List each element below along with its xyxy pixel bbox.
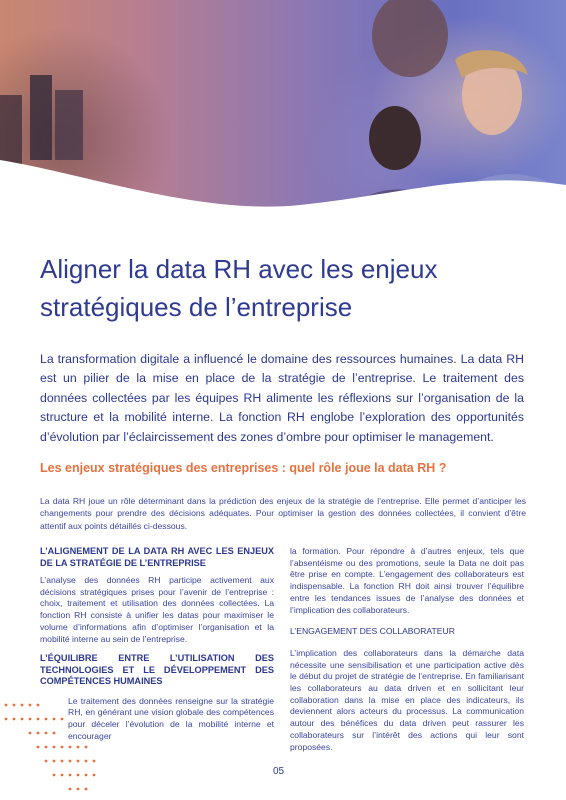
hero-illustration <box>0 0 566 225</box>
body-paragraph: L’analyse des données RH participe activement aux décisions stratégiques prises pour l’avenir de l’entreprise : choix, traitement et utilisation des données collectées. La fonction RH consiste à unifier les datas pour maximiser le volume d’informations afin d’optimiser l’organisation et la mobilité interne au sein de l’entreprise. <box>40 575 274 644</box>
right-column <box>290 546 524 753</box>
wave-shape <box>0 160 566 225</box>
column-heading: L’ÉQUILIBRE ENTRE L’UTILISATION DES TECHNOLOGIES ET LE DÉVELOPPEMENT DES COMPÉTENCES HUMAINES <box>40 653 274 687</box>
page-title: Aligner la data RH avec les enjeux stratégiques de l’entreprise <box>40 254 438 322</box>
person-head <box>369 106 421 170</box>
section-subheading: Les enjeux stratégiques des entreprises : quel rôle joue la data RH ? <box>40 461 447 475</box>
body-paragraph: Le traitement des données renseigne sur la stratégie RH, en générant une vision globale des compétences pour déceler l’évolution de la mobilité interne et encourager <box>68 695 274 741</box>
hero-photo <box>0 0 566 225</box>
lead-paragraph: La data RH joue un rôle déterminant dans la prédiction des enjeux de la stratégie de l’entreprise. Elle permet d’anticiper les changements pour prendre des décisions adéquates. Pour optimiser la gestion des données collectées, il convient d’être attentif aux points détaillés ci-dessous. <box>40 496 526 531</box>
intro-paragraph: La transformation digitale a influencé le domaine des ressources humaines. La data RH est un pilier de la mise en place de la stratégie de l’entreprise. Le traitement des données collectées par les équipes RH alimente les réflexions sur l’organisation de la structure et la mobilité interne. La fonction RH englobe l’exploration des opportunités d’évolution par l’éclaircissement des zones d’ombre pour optimiser le management. <box>40 352 524 444</box>
page-number: 05 <box>273 766 285 777</box>
person-head <box>372 0 448 77</box>
dot-grid <box>5 704 96 791</box>
dot-pattern-decoration <box>0 700 110 800</box>
column-heading: L’ENGAGEMENT DES COLLABORATEUR <box>290 626 455 637</box>
body-paragraph: la formation. Pour répondre à d’autres enjeux, tels que l’absentéisme ou des promotions, seule la Data ne doit pas être prise en compte. L’engagement des collaborateurs est indispensable. La fonction RH doit ainsi trouver l’équilibre entre les tendances issues de l’analyse des données et l’implication des collaborateurs. <box>290 546 524 615</box>
monitor-shape <box>55 90 83 160</box>
body-paragraph: L’implication des collaborateurs dans la démarche data nécessite une sensibilisation et une participation active dès le début du projet de stratégie de l’entreprise. En familiarisant les collaborateurs au data driven et en sollicitant leur collaboration dans la mise en place des indicateurs, ils deviennent alors acteurs du processus. La communication autour des bénéfices du data driven peut rassurer les collaborateurs sur l’intérêt des actions qui leur sont proposées. <box>290 647 524 752</box>
monitor-shape <box>30 75 52 160</box>
column-heading: L’ALIGNEMENT DE LA DATA RH AVEC LES ENJEUX DE LA STRATÉGIE DE L’ENTREPRISE <box>40 546 274 568</box>
